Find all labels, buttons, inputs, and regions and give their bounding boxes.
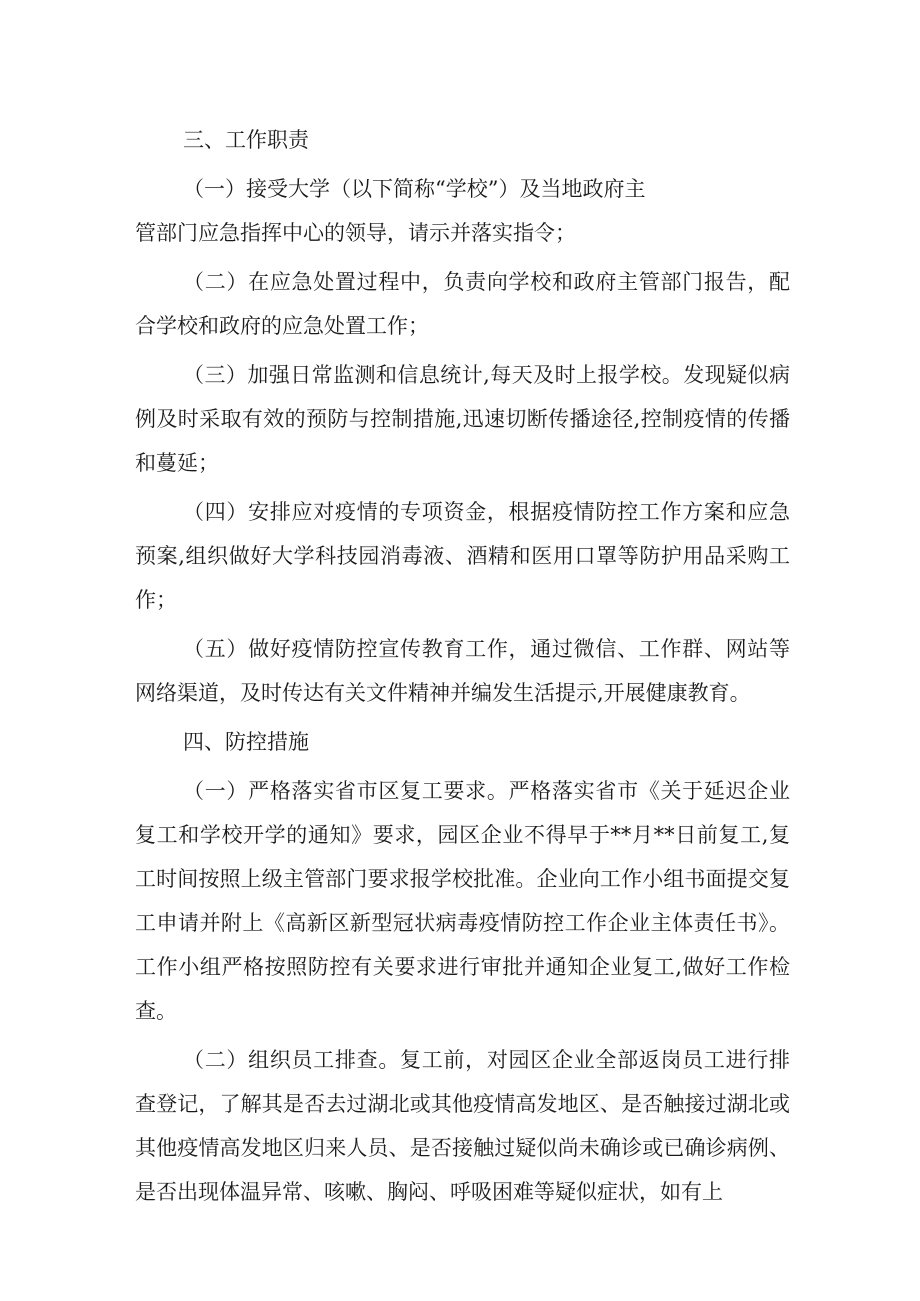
paragraph-responsibility-1 (135, 167, 790, 255)
section-heading-responsibilities: 三、工作职责 (183, 128, 309, 152)
paragraph-responsibility-4: （四）安排应对疫情的专项资金，根据疫情防控工作方案和应急预案,组织做好大学科技园消毒液、酒精和医用口罩等防护用品采购工作； (135, 500, 790, 612)
paragraph-measure-1: （一）严格落实省市区复工要求。严格落实省市《关于延迟企业复工和学校开学的通知》要求，园区企业不得早于**月**日前复工,复工时间按照上级主管部门要求报学校批准。企业向工作小组书面提交复工申请并附上《高新区新型冠状病毒疫情防控工作企业主体责任书》。工作小组严格按照防控有关要求进行审批并通知企业复工,做好工作检查。 (135, 779, 790, 1023)
paragraph-responsibility-3: （三）加强日常监测和信息统计,每天及时上报学校。发现疑似病例及时采取有效的预防与控制措施,迅速切断传播途径,控制疫情的传播和蔓延； (135, 363, 790, 475)
paragraph-responsibility-5: （五）做好疫情防控宣传教育工作，通过微信、工作群、网站等网络渠道，及时传达有关文件精神并编发生活提示,开展健康教育。 (135, 637, 790, 705)
paragraph-line: 管部门应急指挥中心的领导，请示并落实指令； (135, 221, 576, 245)
section-heading-measures: 四、防控措施 (183, 730, 309, 754)
document-body (135, 118, 790, 1219)
paragraph-line: （一）接受大学（以下简称“学校”）及当地政府主 (183, 177, 646, 201)
paragraph-responsibility-2: （二）在应急处置过程中，负责向学校和政府主管部门报告，配合学校和政府的应急处置工作； (135, 270, 790, 338)
paragraph-measure-2: （二）组织员工排查。复工前，对园区企业全部返岗员工进行排查登记，了解其是否去过湖北或其他疫情高发地区、是否触接过湖北或其他疫情高发地区归来人员、是否接触过疑似尚未确诊或已确诊病例、是否出现体温异常、咳嗽、胸闷、呼吸困难等疑似症状，如有上 (135, 1048, 790, 1204)
